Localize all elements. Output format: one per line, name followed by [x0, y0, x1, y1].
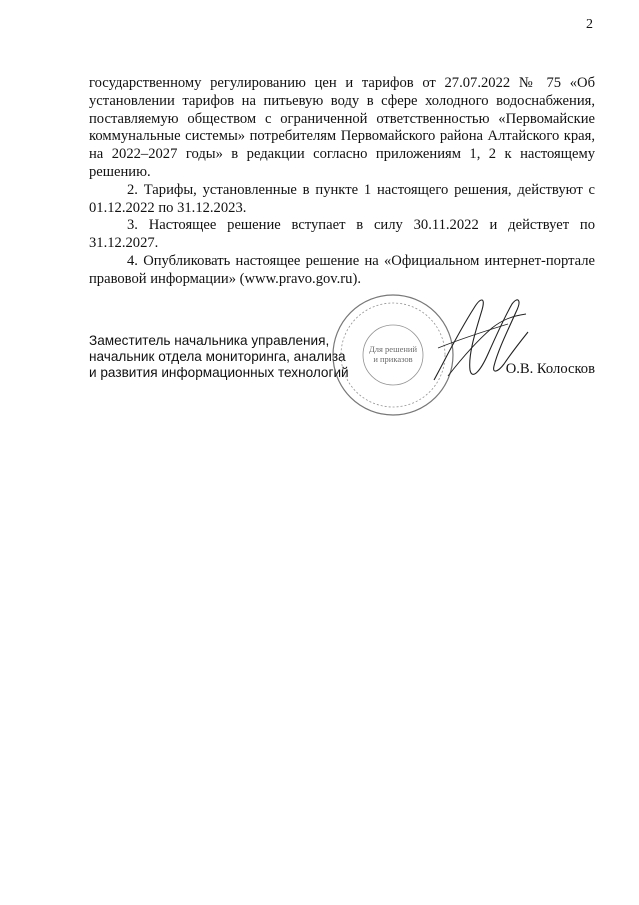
position-line: начальник отдела мониторинга, анализа — [89, 349, 346, 364]
document-body — [89, 75, 595, 289]
paragraph-item-4: 4. Опубликовать настоящее решение на «Официальном интернет-портале правовой информации» (www.pravo.gov.ru). — [89, 252, 595, 287]
page-number: 2 — [586, 17, 593, 32]
position-line: и развития информационных технологий — [89, 365, 349, 380]
paragraph-item-3: 3. Настоящее решение вступает в силу 30.11.2022 и действует по 31.12.2027. — [89, 217, 595, 252]
handwritten-signature — [428, 288, 532, 392]
paragraph-item-2: 2. Тарифы, установленные в пункте 1 настоящего решения, действуют с 01.12.2022 по 31.12.2023. — [89, 181, 595, 216]
svg-text:и приказов: и приказов — [373, 354, 413, 364]
paragraph-continuation: государственному регулированию цен и тарифов от 27.07.2022 № 75 «Об установлении тарифов на питьевую воду в сфере холодного водоснабжения, поставляемую обществом с ограниченной ответственностью «Первомайские коммунальные системы» потребителям Первомайского района Алтайского края, на 2022–2027 годы» в редакции согласно приложениям 1, 2 к настоящему решению. — [89, 75, 595, 180]
svg-text:Для решений: Для решений — [368, 344, 418, 354]
position-line: Заместитель начальника управления, — [89, 333, 330, 348]
signatory-name: О.В. Колосков — [505, 361, 595, 377]
